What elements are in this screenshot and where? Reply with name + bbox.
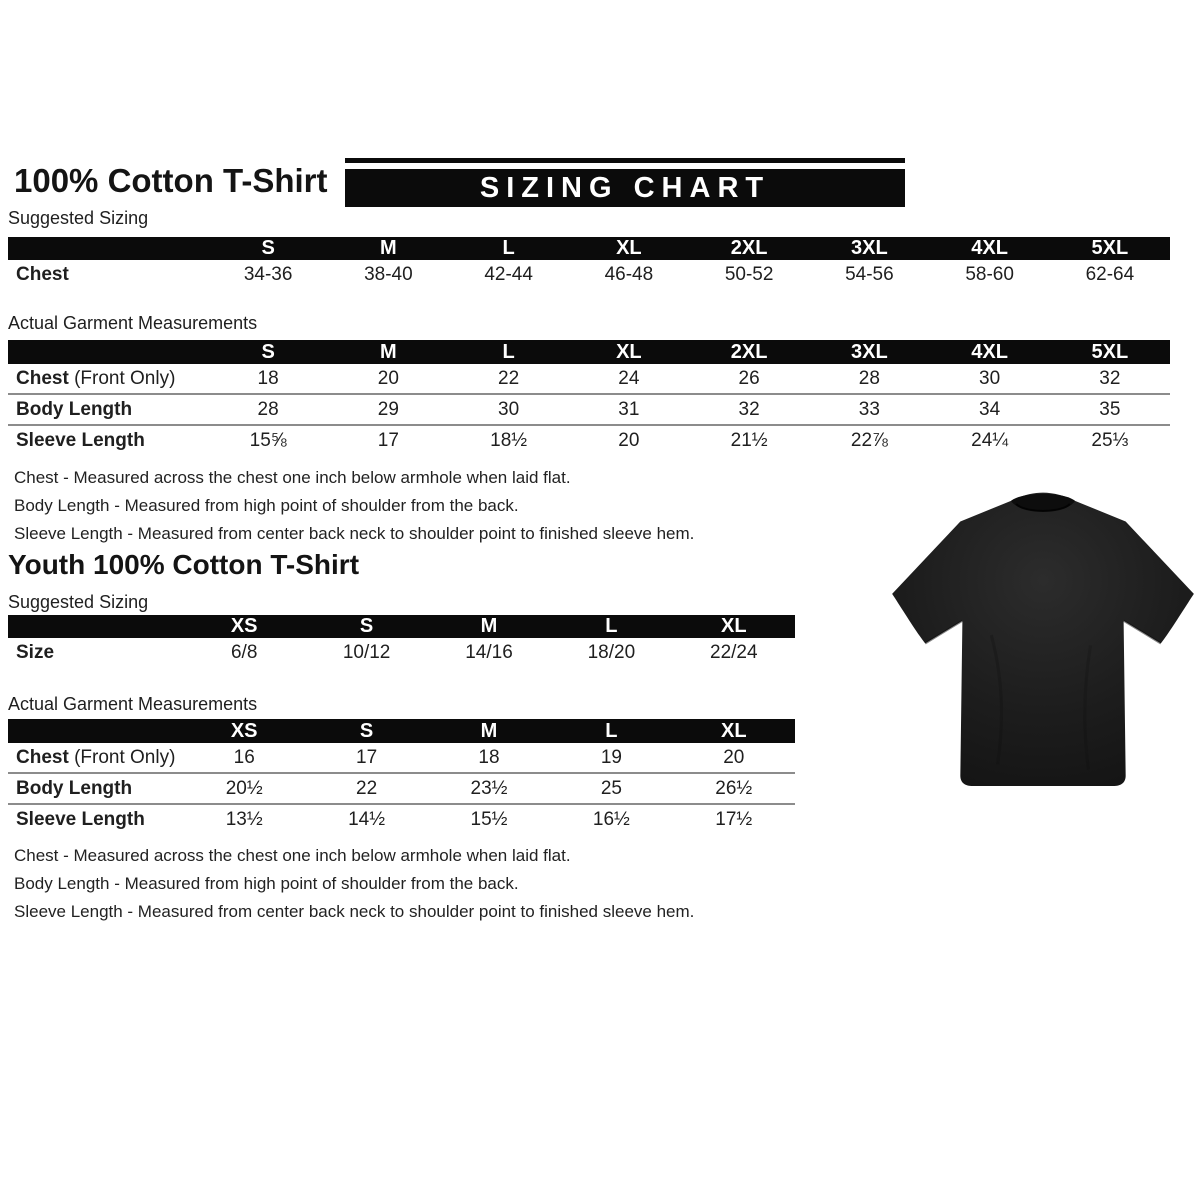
youth-suggested-heading: Suggested Sizing <box>8 592 149 612</box>
measurement-value: 14½ <box>348 808 386 830</box>
column-header: S <box>261 237 275 259</box>
measurement-value: 28 <box>257 398 279 420</box>
measurement-value: 22 <box>498 367 520 389</box>
row-label: Body Length <box>16 777 133 799</box>
column-header: 5XL <box>1091 237 1129 259</box>
row-label: Chest (Front Only) <box>16 367 176 389</box>
row-label: Body Length <box>16 398 133 420</box>
column-header: M <box>480 615 498 637</box>
measurement-value: 30 <box>498 398 520 420</box>
sizing-chart-banner: SIZING CHART <box>345 169 905 207</box>
measurement-value: 18 <box>478 746 500 768</box>
column-header: 2XL <box>730 237 768 259</box>
tshirt-body <box>892 493 1194 786</box>
adult-actual-table <box>8 340 1170 455</box>
measurement-value: 26½ <box>715 777 753 799</box>
measurement-value: 25⅓ <box>1091 429 1129 451</box>
measurement-value: 17 <box>377 429 399 451</box>
note-chest: Chest - Measured across the chest one inch below armhole when laid flat. <box>14 846 571 865</box>
row-label: Chest <box>16 264 69 285</box>
measurement-value: 35 <box>1099 398 1121 420</box>
measurement-value: 19 <box>600 746 622 768</box>
table-row <box>8 426 1170 455</box>
size-value: 18/20 <box>587 642 636 663</box>
column-header: 2XL <box>730 340 768 363</box>
adult-actual-header-row <box>8 340 1170 364</box>
column-header: M <box>480 719 498 742</box>
measurement-value: 22 <box>356 777 378 799</box>
size-value: 6/8 <box>230 642 258 663</box>
measurement-value: 16 <box>233 746 255 768</box>
youth-actual-table <box>8 719 795 834</box>
measurement-value: 31 <box>618 398 640 420</box>
row-label: Sleeve Length <box>16 429 145 451</box>
column-header: XL <box>721 615 747 637</box>
row-label: Chest (Front Only) <box>16 746 176 768</box>
note-body-length: Body Length - Measured from high point of shoulder from the back. <box>14 874 519 893</box>
tshirt-illustration <box>888 478 1198 813</box>
adult-actual-heading: Actual Garment Measurements <box>8 313 258 333</box>
table-row <box>8 638 795 668</box>
measurement-value: 24 <box>618 367 640 389</box>
column-header: 4XL <box>971 340 1008 363</box>
adult-suggested-table <box>8 237 1170 290</box>
measurement-value: 20 <box>377 367 399 389</box>
size-value: 38-40 <box>364 264 413 285</box>
measurement-value: 22⅞ <box>850 429 888 451</box>
adult-suggested-heading: Suggested Sizing <box>8 208 149 228</box>
size-value: 50-52 <box>724 264 774 285</box>
measurement-value: 15⅝ <box>249 429 287 451</box>
note-chest: Chest - Measured across the chest one inch below armhole when laid flat. <box>14 468 571 487</box>
measurement-value: 20½ <box>225 777 263 799</box>
column-header: 5XL <box>1091 340 1129 363</box>
size-value: 54-56 <box>845 264 894 285</box>
note-body-length: Body Length - Measured from high point of shoulder from the back. <box>14 496 519 515</box>
measurement-value: 32 <box>738 398 760 420</box>
youth-actual-heading: Actual Garment Measurements <box>8 694 258 714</box>
youth-title: Youth 100% Cotton T-Shirt <box>8 549 360 580</box>
measurement-value: 17½ <box>715 808 753 830</box>
column-header: S <box>261 340 275 363</box>
row-label: Sleeve Length <box>16 808 145 830</box>
size-value: 34-36 <box>243 264 293 285</box>
note-sleeve-length: Sleeve Length - Measured from center back neck to shoulder point to finished sleeve hem. <box>14 524 695 543</box>
measurement-value: 18 <box>257 367 279 389</box>
measurement-value: 13½ <box>225 808 263 830</box>
measurement-value: 18½ <box>490 429 528 451</box>
adult-measurement-notes <box>14 467 694 551</box>
column-header: 3XL <box>851 340 888 363</box>
size-value: 14/16 <box>465 642 513 663</box>
size-value: 42-44 <box>484 264 533 285</box>
row-label: Size <box>16 642 55 663</box>
measurement-value: 16½ <box>592 808 630 830</box>
column-header: XS <box>230 719 258 742</box>
measurement-value: 26 <box>738 367 760 389</box>
banner-top-strip <box>345 158 905 163</box>
table-row <box>8 743 795 774</box>
column-header: L <box>502 237 515 259</box>
column-header: XL <box>616 340 642 363</box>
page-title: 100% Cotton T-Shirt <box>14 162 328 199</box>
table-row <box>8 260 1170 290</box>
column-header: L <box>502 340 515 363</box>
column-header: S <box>359 719 374 742</box>
size-value: 62-64 <box>1085 264 1135 285</box>
measurement-value: 20 <box>618 429 640 451</box>
column-header: L <box>605 719 618 742</box>
measurement-value: 17 <box>356 746 378 768</box>
column-header: XL <box>616 237 642 259</box>
youth-actual-header-row <box>8 719 795 743</box>
column-header: L <box>605 615 618 637</box>
measurement-value: 24¼ <box>971 429 1009 451</box>
table-row <box>8 364 1170 395</box>
youth-suggested-table <box>8 615 795 668</box>
measurement-value: 23½ <box>470 777 508 799</box>
measurement-value: 33 <box>858 398 880 420</box>
column-header: XL <box>721 719 747 742</box>
table-row <box>8 395 1170 426</box>
column-header: 3XL <box>851 237 888 259</box>
youth-suggested-header-row <box>8 615 795 638</box>
column-header: S <box>359 615 374 637</box>
measurement-value: 34 <box>979 398 1001 420</box>
size-value: 58-60 <box>965 264 1014 285</box>
black-tshirt-photo <box>888 478 1198 813</box>
adult-suggested-header-row <box>8 237 1170 260</box>
size-value: 10/12 <box>342 642 391 663</box>
column-header: M <box>380 237 397 259</box>
measurement-value: 15½ <box>470 808 508 830</box>
column-header: M <box>380 340 397 363</box>
measurement-value: 32 <box>1099 367 1121 389</box>
table-row <box>8 805 795 834</box>
table-row <box>8 774 795 805</box>
measurement-value: 21½ <box>730 429 768 451</box>
measurement-value: 25 <box>600 777 622 799</box>
measurement-value: 28 <box>858 367 880 389</box>
size-value: 22/24 <box>710 642 758 663</box>
measurement-value: 29 <box>377 398 399 420</box>
column-header: XS <box>230 615 258 637</box>
note-sleeve-length: Sleeve Length - Measured from center back neck to shoulder point to finished sleeve hem. <box>14 902 695 921</box>
column-header: 4XL <box>971 237 1008 259</box>
measurement-value: 30 <box>979 367 1001 389</box>
size-value: 46-48 <box>604 264 654 285</box>
measurement-value: 20 <box>723 746 745 768</box>
youth-measurement-notes <box>14 845 694 929</box>
